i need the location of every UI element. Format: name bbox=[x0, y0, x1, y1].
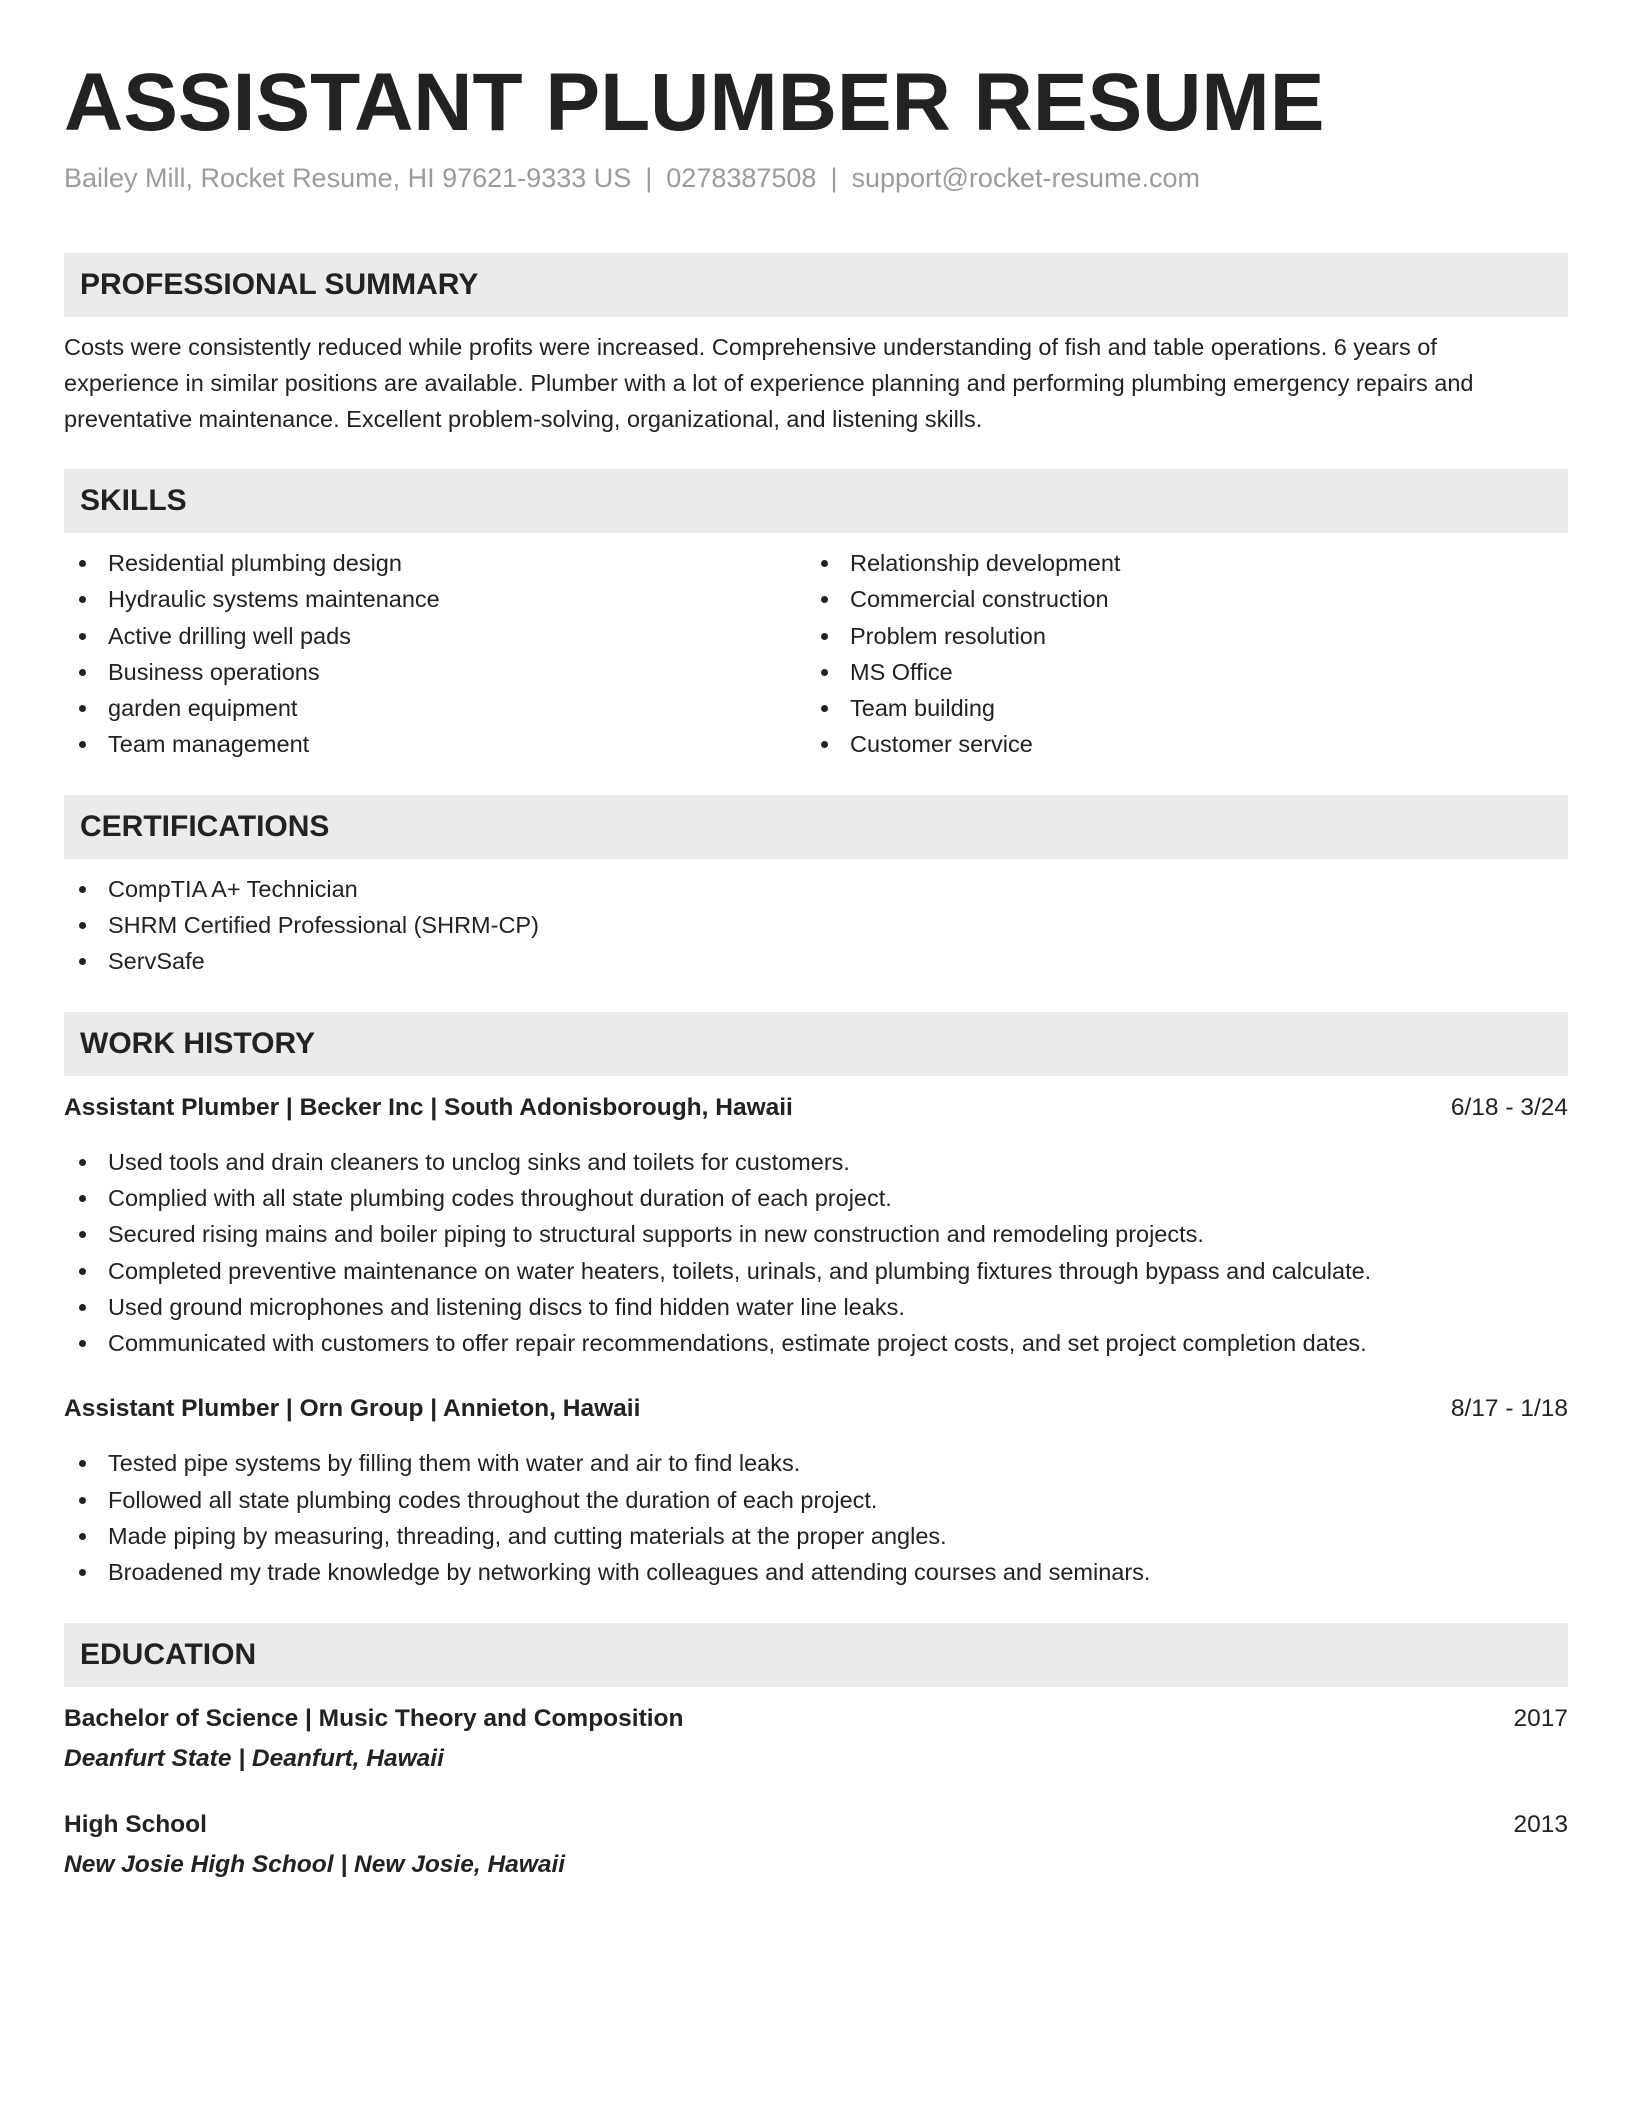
bullet-icon bbox=[79, 741, 86, 748]
job-bullets bbox=[64, 1445, 1568, 1590]
list-item bbox=[806, 726, 1548, 762]
skill-label: Relationship development bbox=[850, 550, 1121, 576]
job-header bbox=[64, 1391, 1568, 1427]
education-entry bbox=[64, 1807, 1568, 1883]
job-duty: Broadened my trade knowledge by networking with colleagues and attending courses and seminars. bbox=[108, 1559, 1151, 1586]
list-item bbox=[64, 871, 1568, 907]
job-duty: Complied with all state plumbing codes throughout duration of each project. bbox=[108, 1184, 892, 1211]
contact-line bbox=[64, 158, 1568, 198]
contact-address: Bailey Mill, Rocket Resume, HI 97621-9333 US bbox=[64, 163, 632, 193]
bullet-icon bbox=[79, 1460, 86, 1467]
list-item bbox=[64, 1253, 1568, 1289]
list-item bbox=[64, 1518, 1568, 1554]
list-item bbox=[806, 581, 1548, 617]
skill-label: Hydraulic systems maintenance bbox=[108, 586, 440, 613]
contact-phone: 0278387508 bbox=[666, 163, 817, 193]
skill-label: Active drilling well pads bbox=[108, 622, 351, 649]
job-duty: Used ground microphones and listening discs to find hidden water line leaks. bbox=[108, 1293, 905, 1320]
skill-label: Commercial construction bbox=[850, 586, 1109, 613]
bullet-icon bbox=[79, 1159, 86, 1166]
bullet-icon bbox=[79, 669, 86, 676]
skill-label: Residential plumbing design bbox=[108, 550, 402, 576]
list-item bbox=[64, 545, 806, 581]
skill-label: Customer service bbox=[850, 731, 1033, 758]
skills-column-left bbox=[64, 545, 806, 763]
section-header-summary: PROFESSIONAL SUMMARY bbox=[64, 253, 1568, 317]
section-header-certifications: CERTIFICATIONS bbox=[64, 795, 1568, 859]
list-item bbox=[64, 1482, 1568, 1518]
certification-label: CompTIA A+ Technician bbox=[108, 875, 358, 902]
list-item bbox=[64, 690, 806, 726]
job-duty: Tested pipe systems by filling them with water and air to find leaks. bbox=[108, 1450, 801, 1477]
bullet-icon bbox=[79, 1569, 86, 1576]
bullet-icon bbox=[79, 1533, 86, 1540]
bullet-icon bbox=[821, 741, 828, 748]
job-title: Assistant Plumber | Becker Inc | South Adonisborough, Hawaii bbox=[64, 1093, 793, 1121]
contact-email: support@rocket-resume.com bbox=[851, 163, 1200, 193]
list-item bbox=[64, 618, 806, 654]
bullet-icon bbox=[821, 705, 828, 712]
certification-label: ServSafe bbox=[108, 948, 205, 975]
summary-text bbox=[64, 329, 1568, 437]
bullet-icon bbox=[821, 633, 828, 640]
bullet-icon bbox=[79, 633, 86, 640]
job-dates: 8/17 - 1/18 bbox=[1450, 1395, 1568, 1423]
list-item bbox=[806, 654, 1548, 690]
skill-label: garden equipment bbox=[108, 695, 298, 722]
bullet-icon bbox=[79, 1231, 86, 1238]
skill-label: Team management bbox=[108, 731, 310, 758]
job-entry bbox=[64, 1391, 1568, 1590]
bullet-icon bbox=[79, 1195, 86, 1202]
job-bullets bbox=[64, 1144, 1568, 1362]
job-duty: Secured rising mains and boiler piping to structural supports in new construction and remodeling projects. bbox=[108, 1221, 1204, 1248]
job-header bbox=[64, 1090, 1568, 1126]
contact-separator: | bbox=[645, 163, 653, 193]
education-degree: Bachelor of Science | Music Theory and Composition bbox=[64, 1704, 684, 1732]
skill-label: Business operations bbox=[108, 658, 320, 685]
job-title: Assistant Plumber | Orn Group | Annieton, Hawaii bbox=[64, 1395, 641, 1423]
job-duty: Used tools and drain cleaners to unclog sinks and toilets for customers. bbox=[108, 1148, 850, 1175]
list-item bbox=[806, 618, 1548, 654]
bullet-icon bbox=[79, 1497, 86, 1504]
list-item bbox=[64, 943, 1568, 979]
summary-line: Costs were consistently reduced while profits were increased. Comprehensive understanding of fish and table operations. 6 years of bbox=[64, 334, 1437, 360]
education-header bbox=[64, 1701, 1568, 1737]
list-item bbox=[64, 1216, 1568, 1252]
list-item bbox=[64, 907, 1568, 943]
skills-list bbox=[64, 545, 1568, 763]
list-item bbox=[806, 690, 1548, 726]
skills-column-right bbox=[806, 545, 1548, 763]
list-item bbox=[64, 1144, 1568, 1180]
summary-line: experience in similar positions are available. Plumber with a lot of experience planning and performing plumbing emergency repairs and bbox=[64, 370, 1474, 396]
job-duty: Completed preventive maintenance on water heaters, toilets, urinals, and plumbing fixtures through bypass and calculate. bbox=[108, 1257, 1372, 1284]
bullet-icon bbox=[821, 560, 828, 567]
skill-label: Team building bbox=[850, 695, 996, 722]
section-header-work-history: WORK HISTORY bbox=[64, 1012, 1568, 1076]
list-item bbox=[64, 726, 806, 762]
bullet-icon bbox=[821, 596, 828, 603]
list-item bbox=[64, 1289, 1568, 1325]
bullet-icon bbox=[79, 1304, 86, 1311]
list-item bbox=[64, 654, 806, 690]
job-entry bbox=[64, 1090, 1568, 1362]
certifications-list bbox=[64, 871, 1568, 980]
resume-page bbox=[64, 0, 1568, 1883]
bullet-icon bbox=[79, 596, 86, 603]
list-item bbox=[64, 581, 806, 617]
summary-line: preventative maintenance. Excellent problem-solving, organizational, and listening skills. bbox=[64, 406, 983, 432]
education-year: 2013 bbox=[1513, 1810, 1568, 1838]
bullet-icon bbox=[79, 560, 86, 567]
education-degree: High School bbox=[64, 1810, 207, 1838]
job-duty: Followed all state plumbing codes throughout the duration of each project. bbox=[108, 1486, 878, 1513]
resume-title: ASSISTANT PLUMBER RESUME bbox=[64, 57, 1325, 148]
education-school: New Josie High School | New Josie, Hawaii bbox=[64, 1850, 566, 1878]
job-dates: 6/18 - 3/24 bbox=[1450, 1093, 1568, 1121]
contact-separator: | bbox=[830, 163, 838, 193]
bullet-icon bbox=[79, 1268, 86, 1275]
list-item bbox=[64, 1445, 1568, 1481]
job-duty: Made piping by measuring, threading, and cutting materials at the proper angles. bbox=[108, 1523, 947, 1550]
bullet-icon bbox=[79, 958, 86, 965]
job-duty: Communicated with customers to offer repair recommendations, estimate project costs, and set project completion dates. bbox=[108, 1330, 1367, 1357]
education-entry bbox=[64, 1701, 1568, 1777]
list-item bbox=[806, 545, 1548, 581]
section-header-education: EDUCATION bbox=[64, 1623, 1568, 1687]
education-year: 2017 bbox=[1513, 1704, 1568, 1732]
education-school: Deanfurt State | Deanfurt, Hawaii bbox=[64, 1744, 444, 1772]
bullet-icon bbox=[821, 669, 828, 676]
skill-label: MS Office bbox=[850, 658, 953, 685]
bullet-icon bbox=[79, 922, 86, 929]
list-item bbox=[64, 1325, 1568, 1361]
skill-label: Problem resolution bbox=[850, 622, 1046, 649]
bullet-icon bbox=[79, 705, 86, 712]
education-header bbox=[64, 1807, 1568, 1843]
list-item bbox=[64, 1554, 1568, 1590]
certification-label: SHRM Certified Professional (SHRM-CP) bbox=[108, 912, 539, 939]
bullet-icon bbox=[79, 886, 86, 893]
bullet-icon bbox=[79, 1340, 86, 1347]
section-header-skills: SKILLS bbox=[64, 469, 1568, 533]
list-item bbox=[64, 1180, 1568, 1216]
